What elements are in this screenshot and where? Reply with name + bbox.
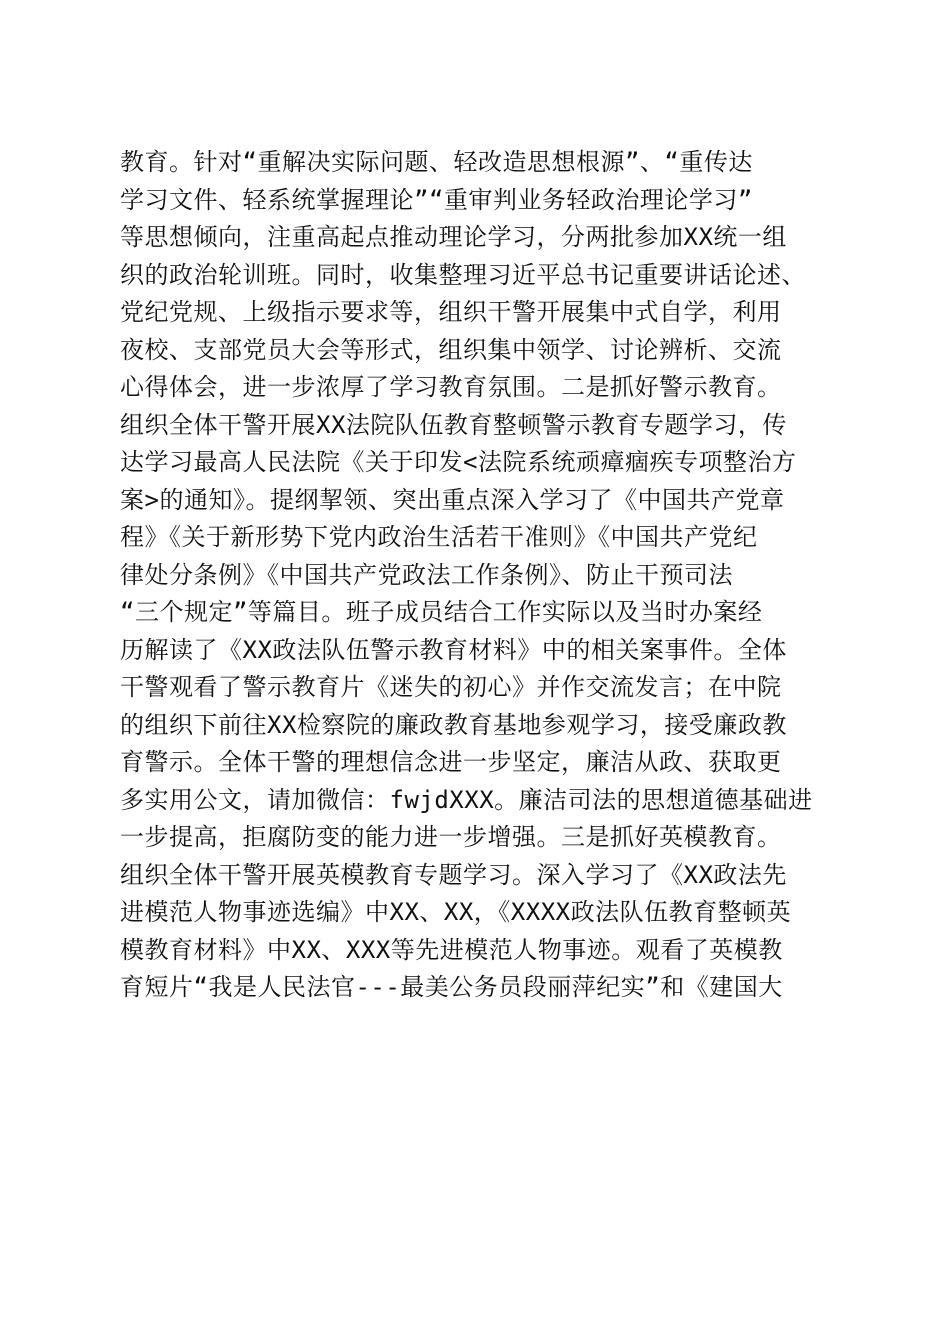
- text-line: 律处分条例》《中国共产党政法工作条例》、防止干预司法: [120, 560, 733, 589]
- text-line: 育短片“我是人民法官---最美公务员段丽萍纪实”和《建国大: [120, 973, 783, 1001]
- text-line: 夜校、支部党员大会等形式，组织集中领学、讨论辨析、交流: [120, 335, 782, 364]
- text-line: 历解读了《XX政法队伍警示教育材料》中的相关案事件。全体: [120, 635, 787, 664]
- text-line: 组织全体干警开展英模教育专题学习。深入学习了《XX政法先: [120, 860, 787, 889]
- text-line: 育警示。全体干警的理想信念进一步坚定，廉洁从政、获取更: [120, 748, 782, 776]
- text-line: 进模范人物事迹选编》中XX、XX，《XXXX政法队伍教育整顿英: [120, 898, 792, 926]
- text-line: 组织全体干警开展XX法院队伍教育整顿警示教育专题学习，传: [120, 410, 787, 439]
- text-line: 模教育材料》中XX、XXX等先进模范人物事迹。观看了英模教: [120, 935, 783, 964]
- text-line: 干警观看了警示教育片《迷失的初心》并作交流发言；在中院: [120, 673, 782, 701]
- text-line: 织的政治轮训班。同时，收集整理习近平总书记重要讲话论述、: [120, 260, 806, 289]
- text-line: 达学习最高人民法院《关于印发<法院系统顽瘴痼疾专项整治方: [120, 448, 797, 476]
- text-line: 多实用公文，请加微信：fwjdXXX。廉洁司法的思想道德基础进: [120, 785, 813, 814]
- text-line: 党纪党规、上级指示要求等，组织干警开展集中式自学，利用: [120, 298, 782, 326]
- text-line: 程》《关于新形势下党内政治生活若干准则》《中国共产党纪: [120, 523, 758, 551]
- text-line: “三个规定”等篇目。班子成员结合工作实际以及当时办案经: [120, 598, 763, 626]
- text-line: 案>的通知》。提纲挈领、突出重点深入学习了《中国共产党章: [120, 485, 785, 514]
- text-line: 一步提高，拒腐防变的能力进一步增强。三是抓好英模教育。: [120, 823, 782, 851]
- text-line: 心得体会，进一步浓厚了学习教育氛围。二是抓好警示教育。: [120, 373, 782, 401]
- text-line: 学习文件、轻系统掌握理论”“重审判业务轻政治理论学习”: [120, 185, 753, 214]
- text-line: 教育。针对“重解决实际问题、轻改造思想根源”、“重传达: [120, 148, 753, 176]
- text-line: 等思想倾向，注重高起点推动理论学习，分两批参加XX统一组: [120, 223, 787, 251]
- body-text: [120, 144, 832, 1007]
- text-line: 的组织下前往XX检察院的廉政教育基地参观学习，接受廉政教: [120, 710, 787, 739]
